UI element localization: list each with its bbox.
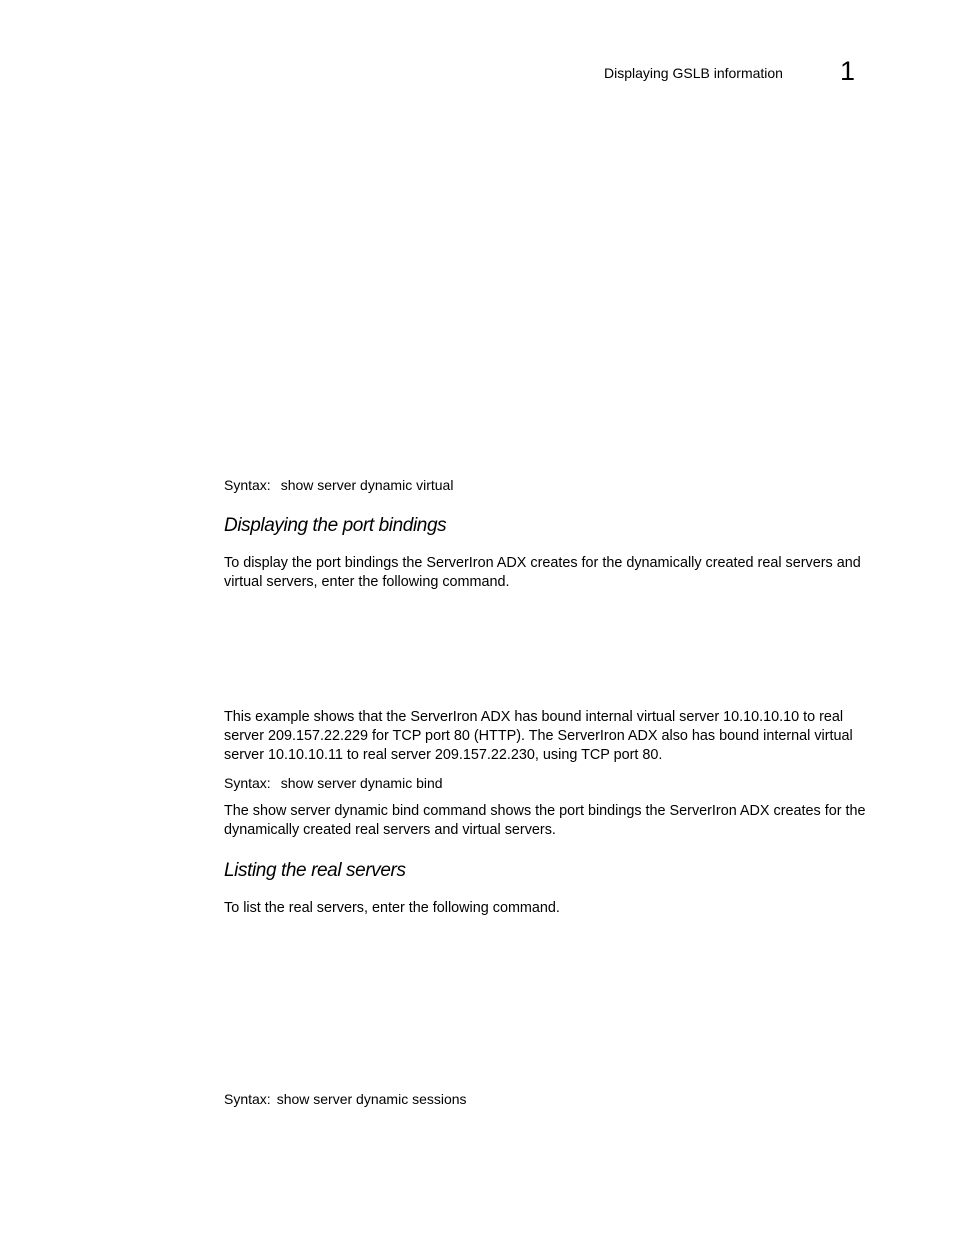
syntax-line-bind (224, 775, 443, 791)
description-command: show server dynamic bind (252, 803, 420, 819)
syntax-command: show server dynamic virtual (280, 477, 454, 493)
paragraph-port-bindings-example: This example shows that the ServerIron ADX has bound internal virtual server 10.10.10.10 to real server 209.157.22.229 for TCP port 80 (HTTP). The ServerIron ADX also has bound internal virtual server 10.10.10.11 to real server 209.157.22.230, using TCP port 80. (224, 709, 853, 763)
paragraph-bind-description (224, 802, 874, 840)
syntax-line-virtual (224, 477, 453, 493)
heading-port-bindings: Displaying the port bindings (224, 515, 447, 536)
paragraph-real-servers-intro: To list the real servers, enter the following command. (224, 900, 560, 916)
chapter-number: 1 (840, 56, 856, 86)
syntax-command: show server dynamic sessions (276, 1091, 467, 1107)
syntax-command: show server dynamic bind (280, 775, 443, 791)
description-suffix: command shows the port bindings the ServerIron ADX creates for the dynamically created real servers and virtual servers. (224, 803, 866, 838)
syntax-label: Syntax: (224, 477, 271, 493)
syntax-label: Syntax: (224, 775, 271, 791)
heading-real-servers: Listing the real servers (224, 860, 406, 881)
description-prefix: The (224, 803, 253, 819)
paragraph-port-bindings-intro: To display the port bindings the ServerIron ADX creates for the dynamically created real servers and virtual servers, enter the following command. (224, 555, 861, 590)
syntax-line-sessions (224, 1091, 467, 1107)
syntax-label: Syntax: (224, 1091, 271, 1107)
running-header-title: Displaying GSLB information (604, 65, 783, 81)
